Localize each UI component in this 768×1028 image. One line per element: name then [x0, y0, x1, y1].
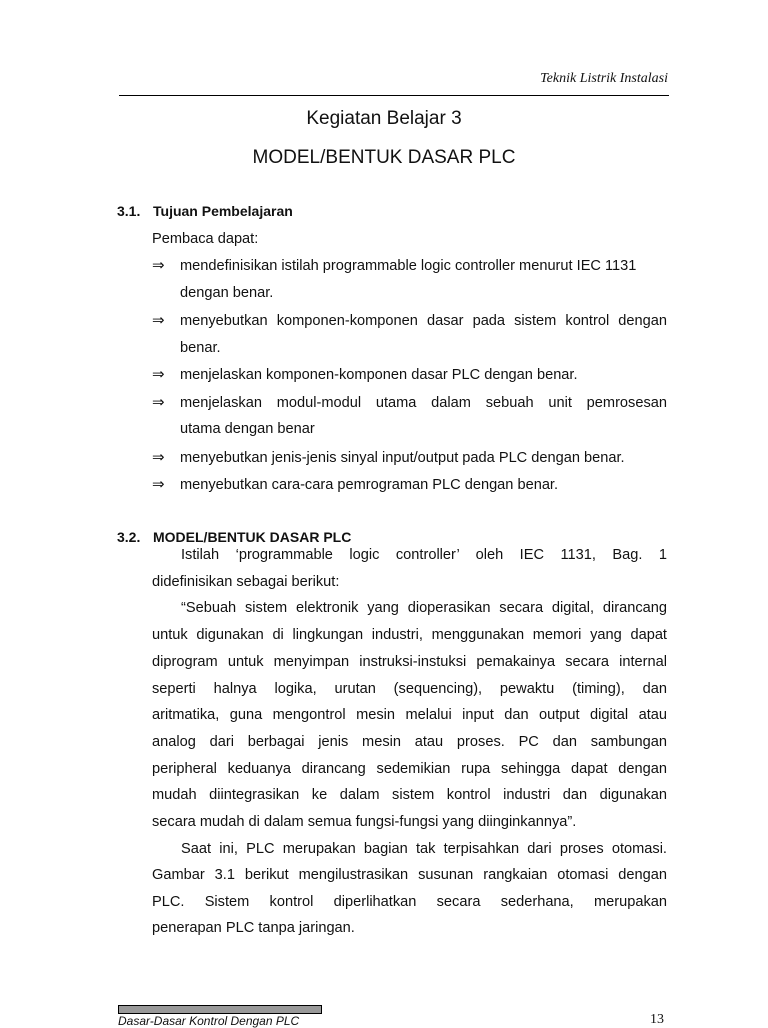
- paragraph-line: peripheral keduanya dirancang sedemikian rupa sehingga dapat dengan: [152, 761, 667, 777]
- running-header: Teknik Listrik Instalasi: [540, 71, 668, 86]
- list-item-line: dengan benar.: [180, 285, 274, 301]
- paragraph-line: secara mudah di dalam semua fungsi-fungsi yang diinginkannya”.: [152, 814, 577, 830]
- list-item-line: menyebutkan jenis-jenis sinyal input/output pada PLC dengan benar.: [180, 450, 625, 466]
- implies-arrow-icon: ⇒: [152, 365, 165, 383]
- implies-arrow-icon: ⇒: [152, 256, 165, 274]
- list-item-line: mendefinisikan istilah programmable logic controller menurut IEC 1131: [180, 258, 637, 274]
- header-rule: [119, 95, 669, 96]
- page-number: 13: [650, 1012, 664, 1027]
- chapter-label: Kegiatan Belajar 3: [306, 108, 462, 129]
- chapter-title: MODEL/BENTUK DASAR PLC: [252, 147, 516, 168]
- section-heading-3-1: [117, 203, 293, 219]
- section-heading-3-2: [117, 529, 351, 545]
- paragraph-line: PLC. Sistem kontrol diperlihatkan secara sederhana, merupakan: [152, 894, 667, 910]
- paragraph-line: analog dari berbagai jenis mesin atau proses. PC dan sambungan: [152, 734, 667, 750]
- paragraph-line: diprogram untuk menyimpan instruksi-instuksi pemakainya secara internal: [152, 654, 667, 670]
- footer-book-title: Dasar-Dasar Kontrol Dengan PLC: [118, 1014, 300, 1028]
- list-item-line: menjelaskan komponen-komponen dasar PLC dengan benar.: [180, 367, 578, 383]
- footer-bar: [118, 1005, 322, 1014]
- implies-arrow-icon: ⇒: [152, 475, 165, 493]
- paragraph-line: penerapan PLC tanpa jaringan.: [152, 920, 355, 936]
- list-item-line: menyebutkan cara-cara pemrograman PLC dengan benar.: [180, 477, 559, 493]
- list-item-line: menyebutkan komponen-komponen dasar pada sistem kontrol dengan: [180, 313, 667, 329]
- list-item-line: benar.: [180, 340, 221, 356]
- list-item-line: menjelaskan modul-modul utama dalam sebuah unit pemrosesan: [180, 395, 667, 411]
- paragraph-line: Istilah ‘programmable logic controller’ oleh IEC 1131, Bag. 1: [181, 547, 667, 563]
- paragraph-line: mudah diintegrasikan ke dalam sistem kontrol industri dan digunakan: [152, 787, 667, 803]
- paragraph-line: untuk digunakan di lingkungan industri, menggunakan memori yang dapat: [152, 627, 667, 643]
- paragraph-line: “Sebuah sistem elektronik yang dioperasikan secara digital, dirancang: [181, 600, 667, 616]
- paragraph-line: Gambar 3.1 berikut mengilustrasikan susunan rangkaian otomasi dengan: [152, 867, 667, 883]
- paragraph-line: didefinisikan sebagai berikut:: [152, 574, 340, 590]
- paragraph-line: Saat ini, PLC merupakan bagian tak terpisahkan dari proses otomasi.: [181, 841, 667, 857]
- paragraph-line: seperti halnya logika, urutan (sequencing), pewaktu (timing), dan: [152, 681, 667, 697]
- paragraph-line: aritmatika, guna mengontrol mesin melalui input dan output digital atau: [152, 707, 667, 723]
- objectives-intro: Pembaca dapat:: [152, 231, 259, 247]
- section-title: MODEL/BENTUK DASAR PLC: [153, 529, 352, 545]
- implies-arrow-icon: ⇒: [152, 393, 165, 411]
- section-number: 3.1.: [117, 203, 141, 219]
- section-number: 3.2.: [117, 529, 141, 545]
- list-item-line: utama dengan benar: [180, 421, 315, 437]
- implies-arrow-icon: ⇒: [152, 311, 165, 329]
- section-title: Tujuan Pembelajaran: [153, 203, 293, 219]
- implies-arrow-icon: ⇒: [152, 448, 165, 466]
